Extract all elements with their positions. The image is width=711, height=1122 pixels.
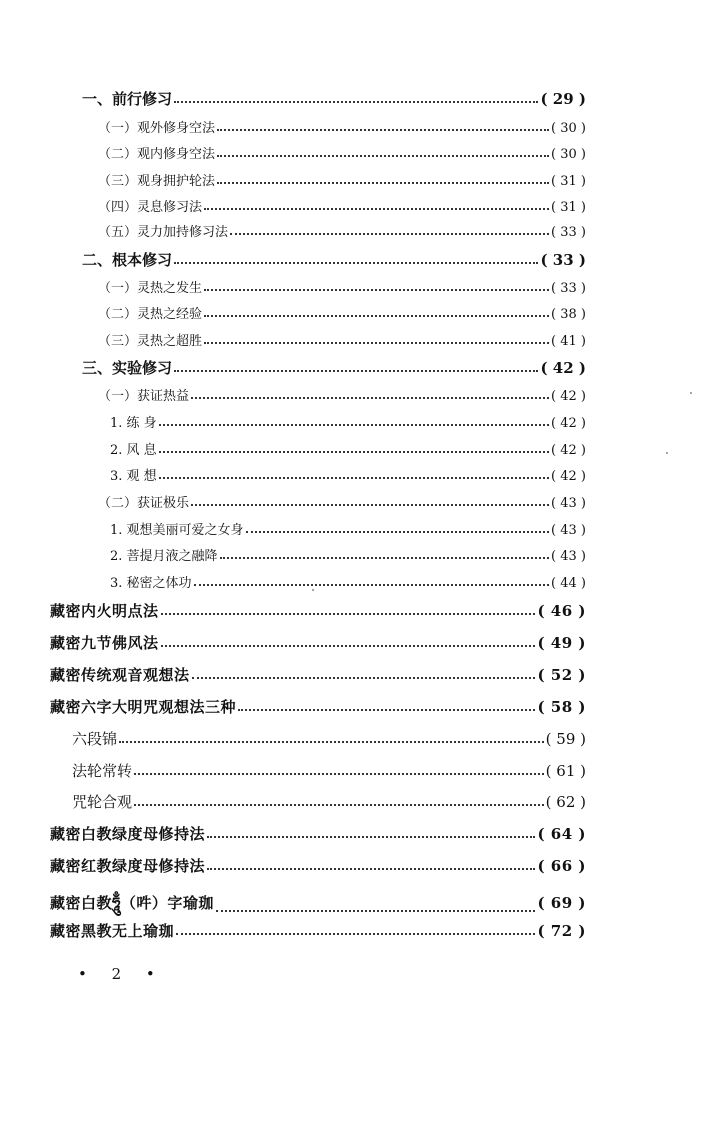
dot-leader [204,208,549,210]
dot-leader [174,101,538,103]
dot-leader [192,677,536,679]
toc-entry-title: 3. 秘密之体功 [110,576,192,591]
toc-entry-page: ( 29 ) [540,90,586,108]
toc-entry [98,330,586,349]
toc-entry-title: 2. 风 息 [110,443,157,458]
dot-leader [134,773,544,775]
toc-entry-page: ( 33 ) [551,225,586,240]
toc-entry-title: 藏密红教绿度母修持法 [50,857,206,875]
toc-entry [72,760,586,781]
toc-entry-title: （五）灵力加持修习法 [98,225,229,240]
toc-entry [110,572,586,591]
toc-entry [110,545,586,564]
toc-entry [82,357,586,378]
toc-entry [110,439,586,458]
toc-entry-page: ( 31 ) [551,200,586,215]
dot-leader [207,868,535,870]
toc-entry [98,221,586,240]
toc-entry-page: ( 42 ) [540,359,586,377]
dot-leader [159,451,549,453]
toc-entry-page: ( 59 ) [546,730,586,748]
toc-entry [50,823,586,844]
dot-leader [161,613,536,615]
toc-entry [50,855,586,876]
dot-leader [230,233,549,235]
dot-leader [207,836,535,838]
dot-leader [159,424,549,426]
toc-entry [98,385,586,404]
toc-entry-title: （三）灵热之超胜 [98,334,203,349]
page-number: • 2 • [78,965,165,983]
toc-entry-page: ( 64 ) [537,825,586,843]
toc-entry [110,412,586,431]
toc-entry-title: （三）观身拥护轮法 [98,174,216,189]
toc-entry-title: 2. 菩提月液之融降 [110,549,218,564]
toc-entry-page: ( 43 ) [551,549,586,564]
toc-entry-page: ( 42 ) [551,469,586,484]
toc-entry-title: 藏密黑教无上瑜珈 [50,922,175,940]
toc-entry-title: 藏密白教ཧཱུྃ（吽）字瑜珈 [50,894,214,912]
toc-entry-page: ( 44 ) [551,576,586,591]
dot-leader [217,182,549,184]
toc-entry-title: 六段锦 [72,730,118,748]
scan-speck [690,392,692,394]
toc-entry-title: （一）观外修身空法 [98,121,216,136]
toc-entry-page: ( 69 ) [537,894,586,912]
toc-entry-page: ( 42 ) [551,443,586,458]
toc-entry-title: 藏密内火明点法 [50,602,159,620]
dot-leader [134,804,544,806]
toc-entry [98,492,586,511]
toc-entry-title: 一、前行修习 [82,90,173,108]
toc-entry-title: （二）观内修身空法 [98,147,216,162]
toc-entry [50,696,586,717]
dot-leader [216,910,536,912]
dot-leader [238,709,535,711]
toc-entry [72,728,586,749]
toc-entry-title: （二）获证极乐 [98,496,190,511]
toc-entry [98,170,586,189]
toc-entry-title: 3. 观 想 [110,469,157,484]
toc-entry-page: ( 58 ) [537,698,586,716]
toc-entry-page: ( 66 ) [537,857,586,875]
toc-entry [72,791,586,812]
toc-entry-page: ( 52 ) [537,666,586,684]
toc-entry-page: ( 33 ) [551,281,586,296]
toc-entry-page: ( 41 ) [551,334,586,349]
toc-entry-page: ( 31 ) [551,174,586,189]
dot-leader [204,289,549,291]
toc-entry-page: ( 62 ) [546,793,586,811]
dot-leader [191,397,549,399]
dot-leader [220,557,549,559]
toc-entry-title: 咒轮合观 [72,793,133,811]
dot-leader [191,504,549,506]
toc-entry-title: 藏密九节佛风法 [50,634,159,652]
toc-entry-title: 藏密传统观音观想法 [50,666,190,684]
toc-entry-page: ( 43 ) [551,523,586,538]
toc-entry-page: ( 30 ) [551,147,586,162]
toc-entry [50,920,586,941]
dot-leader [159,477,549,479]
toc-entry-page: ( 61 ) [546,762,586,780]
dot-leader [174,370,538,372]
toc-entry [50,664,586,685]
toc-entry-page: ( 42 ) [551,416,586,431]
toc-entry [50,632,586,653]
toc-entry [98,303,586,322]
toc-entry [50,600,586,621]
toc-entry [110,465,586,484]
dot-leader [204,315,549,317]
toc-entry-page: ( 38 ) [551,307,586,322]
toc-entry-title: （四）灵息修习法 [98,200,203,215]
dot-leader [194,584,549,586]
dot-leader [176,933,535,935]
toc-entry-page: ( 42 ) [551,389,586,404]
dot-leader [174,262,538,264]
toc-entry-page: ( 46 ) [537,602,586,620]
toc-entry [98,117,586,136]
toc-entry-title: 三、实验修习 [82,359,173,377]
dot-leader [204,342,549,344]
toc-entry [110,519,586,538]
toc-entry-title: 1. 练 身 [110,416,157,431]
toc-entry-page: ( 33 ) [540,251,586,269]
toc-entry [98,196,586,215]
toc-entry-title: （二）灵热之经验 [98,307,203,322]
toc-entry-title: 藏密六字大明咒观想法三种 [50,698,237,716]
dot-leader [217,155,549,157]
toc-entry [98,277,586,296]
toc-entry-title: 二、根本修习 [82,251,173,269]
scan-speck [666,452,668,454]
toc-entry-title: 1. 观想美丽可爱之女身 [110,523,244,538]
toc-entry-title: 法轮常转 [72,762,133,780]
toc-entry [82,88,586,109]
scan-speck [312,589,314,591]
dot-leader [246,531,549,533]
toc-entry-page: ( 49 ) [537,634,586,652]
dot-leader [119,741,544,743]
toc-entry-page: ( 30 ) [551,121,586,136]
toc-entry-title: 藏密白教绿度母修持法 [50,825,206,843]
toc-entry-page: ( 72 ) [537,922,586,940]
toc-entry [98,143,586,162]
toc-entry [82,249,586,270]
toc-entry-title: （一）获证热益 [98,389,190,404]
toc-entry-page: ( 43 ) [551,496,586,511]
toc-entry-title: （一）灵热之发生 [98,281,203,296]
dot-leader [161,645,536,647]
dot-leader [217,129,549,131]
